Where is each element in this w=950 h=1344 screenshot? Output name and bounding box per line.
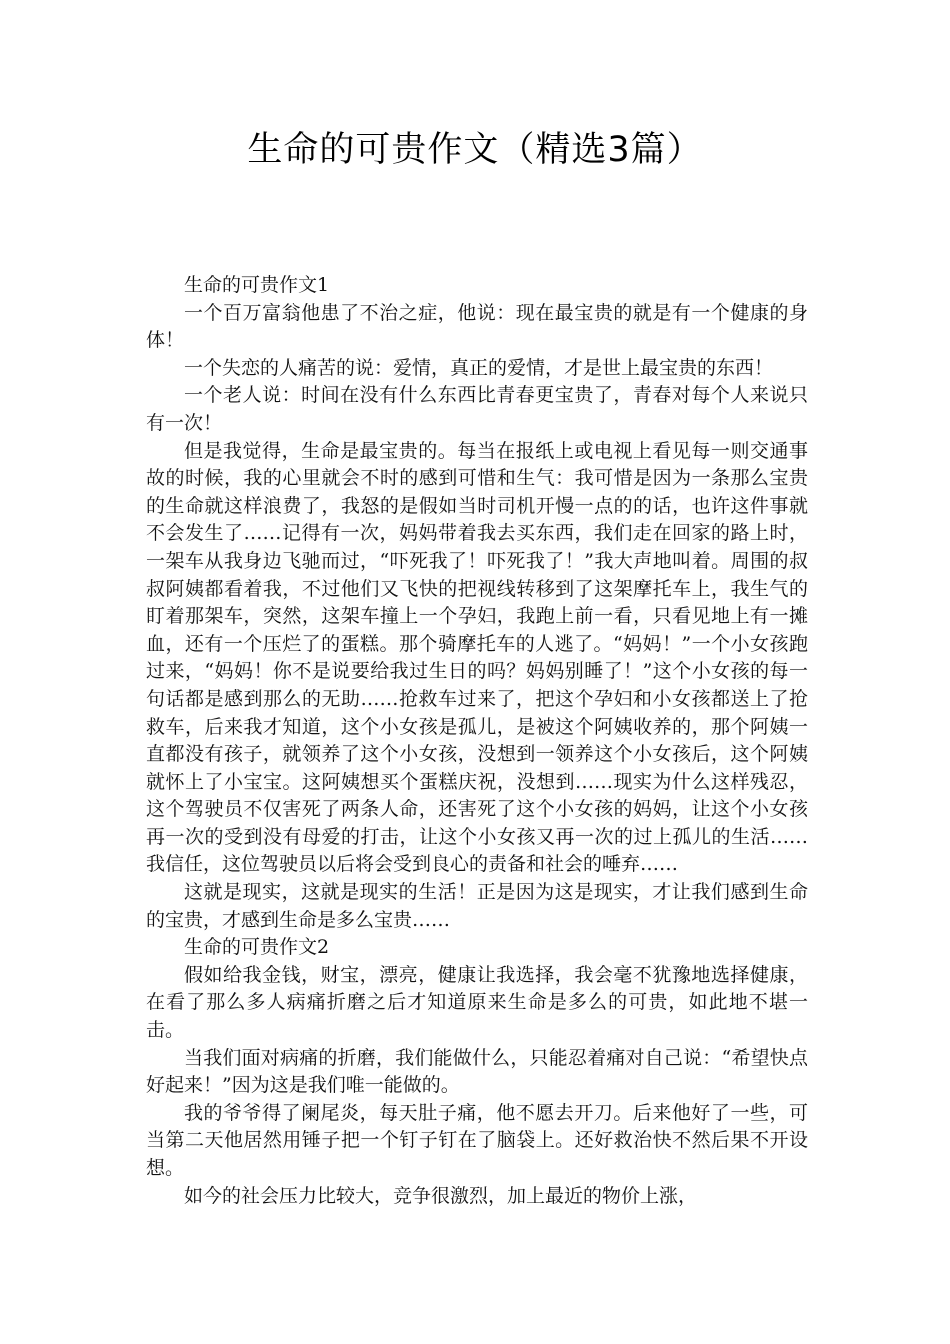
- document-body: [146, 272, 808, 1210]
- essay-heading: 生命的可贵作文1: [184, 274, 330, 296]
- paragraph: 当我们面对病痛的折磨，我们能做什么，只能忍着痛对自己说：“希望快点好起来！”因为这是我们唯一能做的。: [146, 1046, 808, 1097]
- paragraph: 这就是现实，这就是现实的生活！正是因为这是现实，才让我们感到生命的宝贵，才感到生命是多么宝贵……: [146, 881, 808, 931]
- essay-heading: 生命的可贵作文2: [184, 936, 330, 959]
- paragraph: 一个老人说：时间在没有什么东西比青春更宝贵了，青春对每个人来说只有一次！: [146, 384, 808, 434]
- paragraph: 如今的社会压力比较大，竞争很激烈，加上最近的物价上涨，: [184, 1184, 698, 1207]
- paragraph: 一个失恋的人痛苦的说：爱情，真正的爱情，才是世上最宝贵的东西！: [184, 356, 774, 379]
- paragraph: 假如给我金钱，财宝，漂亮，健康让我选择，我会毫不犹豫地选择健康，在看了那么多人病痛折磨之后才知道原来生命是多么的可贵，如此地不堪一击。: [146, 963, 808, 1042]
- paragraph: 我的爷爷得了阑尾炎，每天肚子痛，他不愿去开刀。后来他好了一些，可当第二天他居然用锤子把一个钉子钉在了脑袋上。还好救治快不然后果不开设想。: [146, 1101, 808, 1179]
- paragraph: 但是我觉得，生命是最宝贵的。每当在报纸上或电视上看见每一则交通事故的时候，我的心里就会不时的感到可惜和生气：我可惜是因为一条那么宝贵的生命就这样浪费了，我怒的是假如当时司机开慢一点的的话，也许这件事就不会发生了……记得有一次，妈妈带着我去买东西，我们走在回家的路上时，一架车从我身边飞驰而过，“吓死我了！吓死我了！”我大声地叫着。周围的叔叔阿姨都看着我，不过他们又飞快的把视线转移到了这架摩托车上，我生气的盯着那架车，突然，这架车撞上一个孕妇，我跑上前一看，只看见地上有一摊血，还有一个压烂了的蛋糕。那个骑摩托车的人逃了。“妈妈！”一个小女孩跑过来，“妈妈！你不是说要给我过生日的吗？妈妈别睡了！”这个小女孩的每一句话都是感到那么的无助……抢救车过来了，把这个孕妇和小女孩都送上了抢救车，后来我才知道，这个小女孩是孤儿，是被这个阿姨收养的，那个阿姨一直都没有孩子，就领养了这个小女孩，没想到一领养这个小女孩后，这个阿姨就怀上了小宝宝。这阿姨想买个蛋糕庆祝，没想到……现实为什么这样残忍，这个驾驶员不仅害死了两条人命，还害死了这个小女孩的妈妈，让这个小女孩再一次的受到没有母爱的打击，让这个小女孩又再一次的过上孤儿的生活……我信任，这位驾驶员以后将会受到良心的责备和社会的唾弃……: [146, 439, 808, 876]
- document-title: 生命的可贵作文（精选3篇）: [247, 130, 703, 170]
- paragraph: 一个百万富翁他患了不治之症，他说：现在最宝贵的就是有一个健康的身体！: [146, 301, 808, 352]
